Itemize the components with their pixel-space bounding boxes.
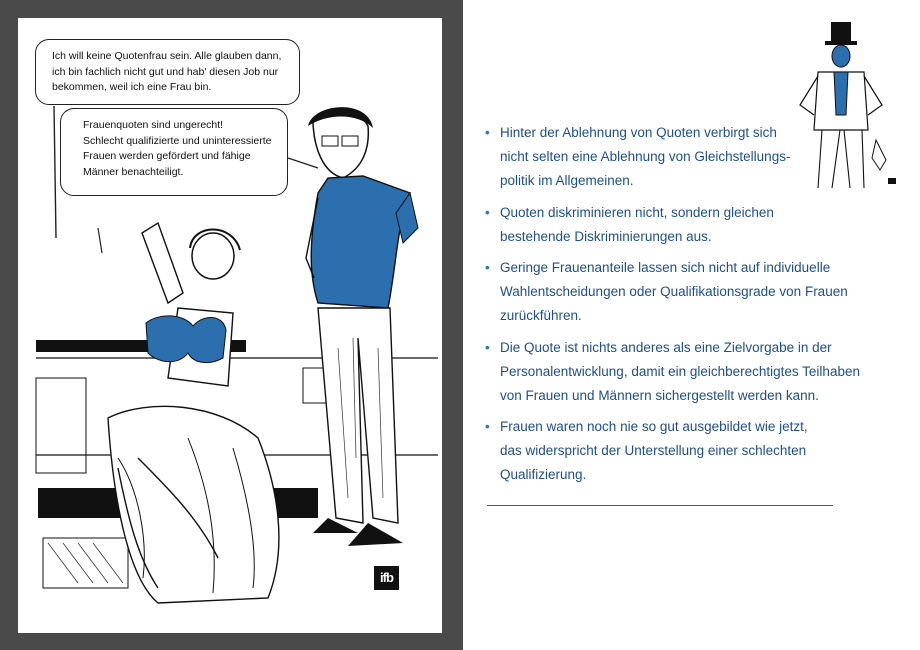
- list-item-line: das widerspricht der Unterstellung einer schlechten: [500, 443, 807, 458]
- list-item-line: • Geringe Frauenanteile lassen sich nicht auf individuelle: [500, 260, 831, 275]
- bubble2-line: Schlecht qualifizierte und uninteressierte: [83, 134, 272, 147]
- comic-page: [18, 18, 442, 633]
- text-column: [463, 0, 920, 650]
- list-item: [483, 415, 860, 487]
- list-item-line: bestehende Diskriminierungen aus.: [500, 228, 712, 244]
- list-item: [483, 256, 860, 328]
- list-item-line: Personalentwicklung, damit ein gleichberechtigtes Teilhaben: [500, 363, 860, 379]
- bubble2-line: Männer benachteiligt.: [83, 165, 184, 178]
- speech-bubble-man: [60, 108, 288, 196]
- bubble1-line: ich bin fachlich nicht gut und hab' diesen Job nur: [52, 65, 279, 78]
- list-item-line: • Hinter der Ablehnung von Quoten verbirgt sich: [500, 125, 777, 140]
- bubble1-line: Ich will keine Quotenfrau sein. Alle glauben dann,: [52, 50, 282, 62]
- bubble2-line: Frauen werden gefördert und fähige: [83, 150, 251, 162]
- speech-bubble-woman: [35, 39, 300, 105]
- list-item-line: Wahlentscheidungen oder Qualifikationsgrade von Frauen: [500, 284, 848, 299]
- bubble2-line: Frauenquoten sind ungerecht!: [83, 119, 224, 131]
- argument-list: [483, 121, 860, 495]
- list-item: [483, 201, 860, 249]
- list-item: [483, 121, 860, 193]
- list-item-line: zurückführen.: [500, 308, 582, 323]
- list-item-line: • Quoten diskriminieren nicht, sondern gleichen: [500, 204, 774, 220]
- divider: [487, 505, 833, 506]
- list-item-line: von Frauen und Männern sichergestellt werden kann.: [500, 387, 819, 403]
- list-item: [483, 336, 860, 408]
- list-item-line: nicht selten eine Ablehnung von Gleichstellungs-: [500, 149, 791, 164]
- bubble1-line: bekommen, weil ich eine Frau bin.: [52, 81, 212, 93]
- list-item-line: • Die Quote ist nichts anderes als eine Zielvorgabe in der: [500, 339, 832, 355]
- list-item-line: • Frauen waren noch nie so gut ausgebildet wie jetzt,: [500, 419, 808, 434]
- list-item-line: Qualifizierung.: [500, 467, 587, 482]
- publisher-logo: ifb: [374, 566, 399, 590]
- list-item-line: politik im Allgemeinen.: [500, 173, 634, 188]
